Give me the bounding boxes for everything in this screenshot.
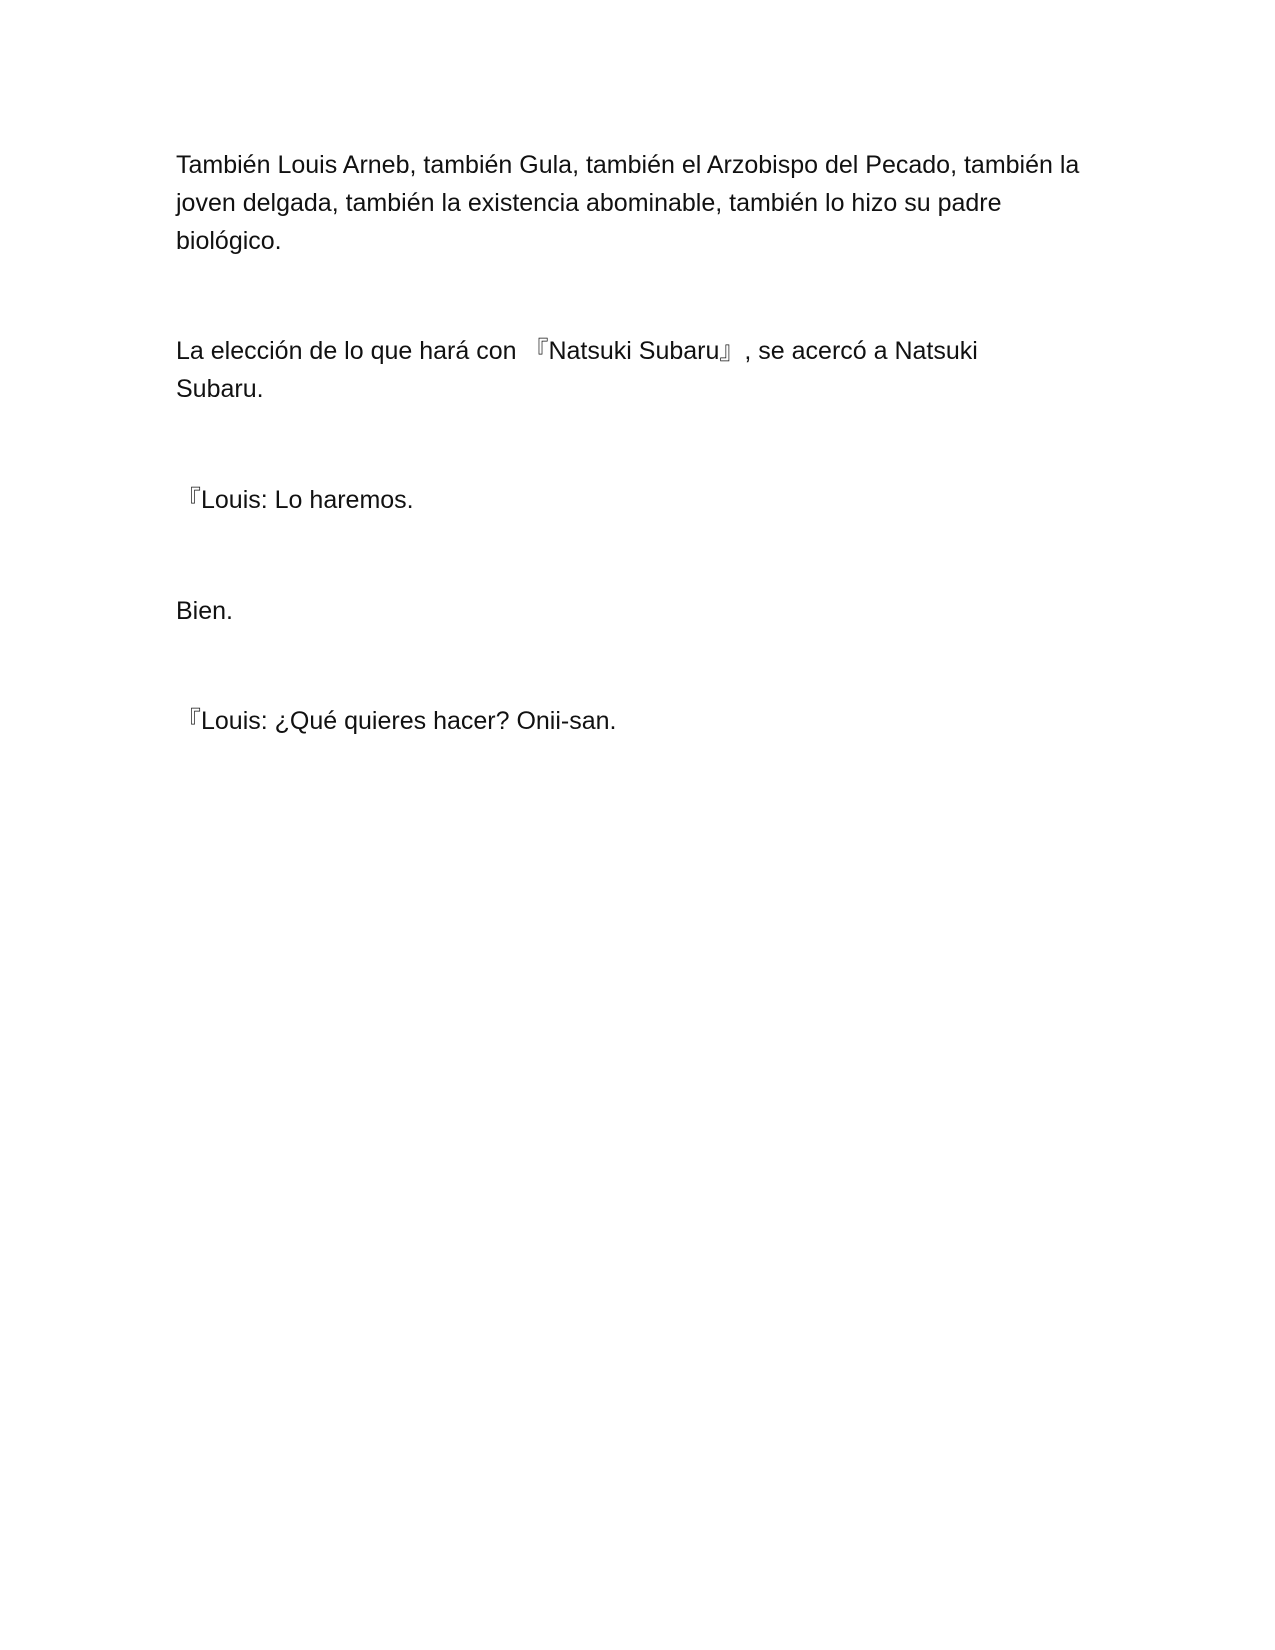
paragraph-4: Bien.	[176, 597, 233, 625]
paragraph-1: También Louis Arneb, también Gula, también el Arzobispo del Pecado, también la joven delgada, también la existencia abominable, también lo hizo su padre biológico.	[176, 151, 1080, 255]
dialogue-line-2: 『Louis: ¿Qué quieres hacer? Onii-san.	[176, 707, 617, 735]
paragraph-2: La elección de lo que hará con 『Natsuki Subaru』, se acercó a Natsuki Subaru.	[176, 337, 978, 403]
dialogue-line-1: 『Louis: Lo haremos.	[176, 486, 414, 514]
